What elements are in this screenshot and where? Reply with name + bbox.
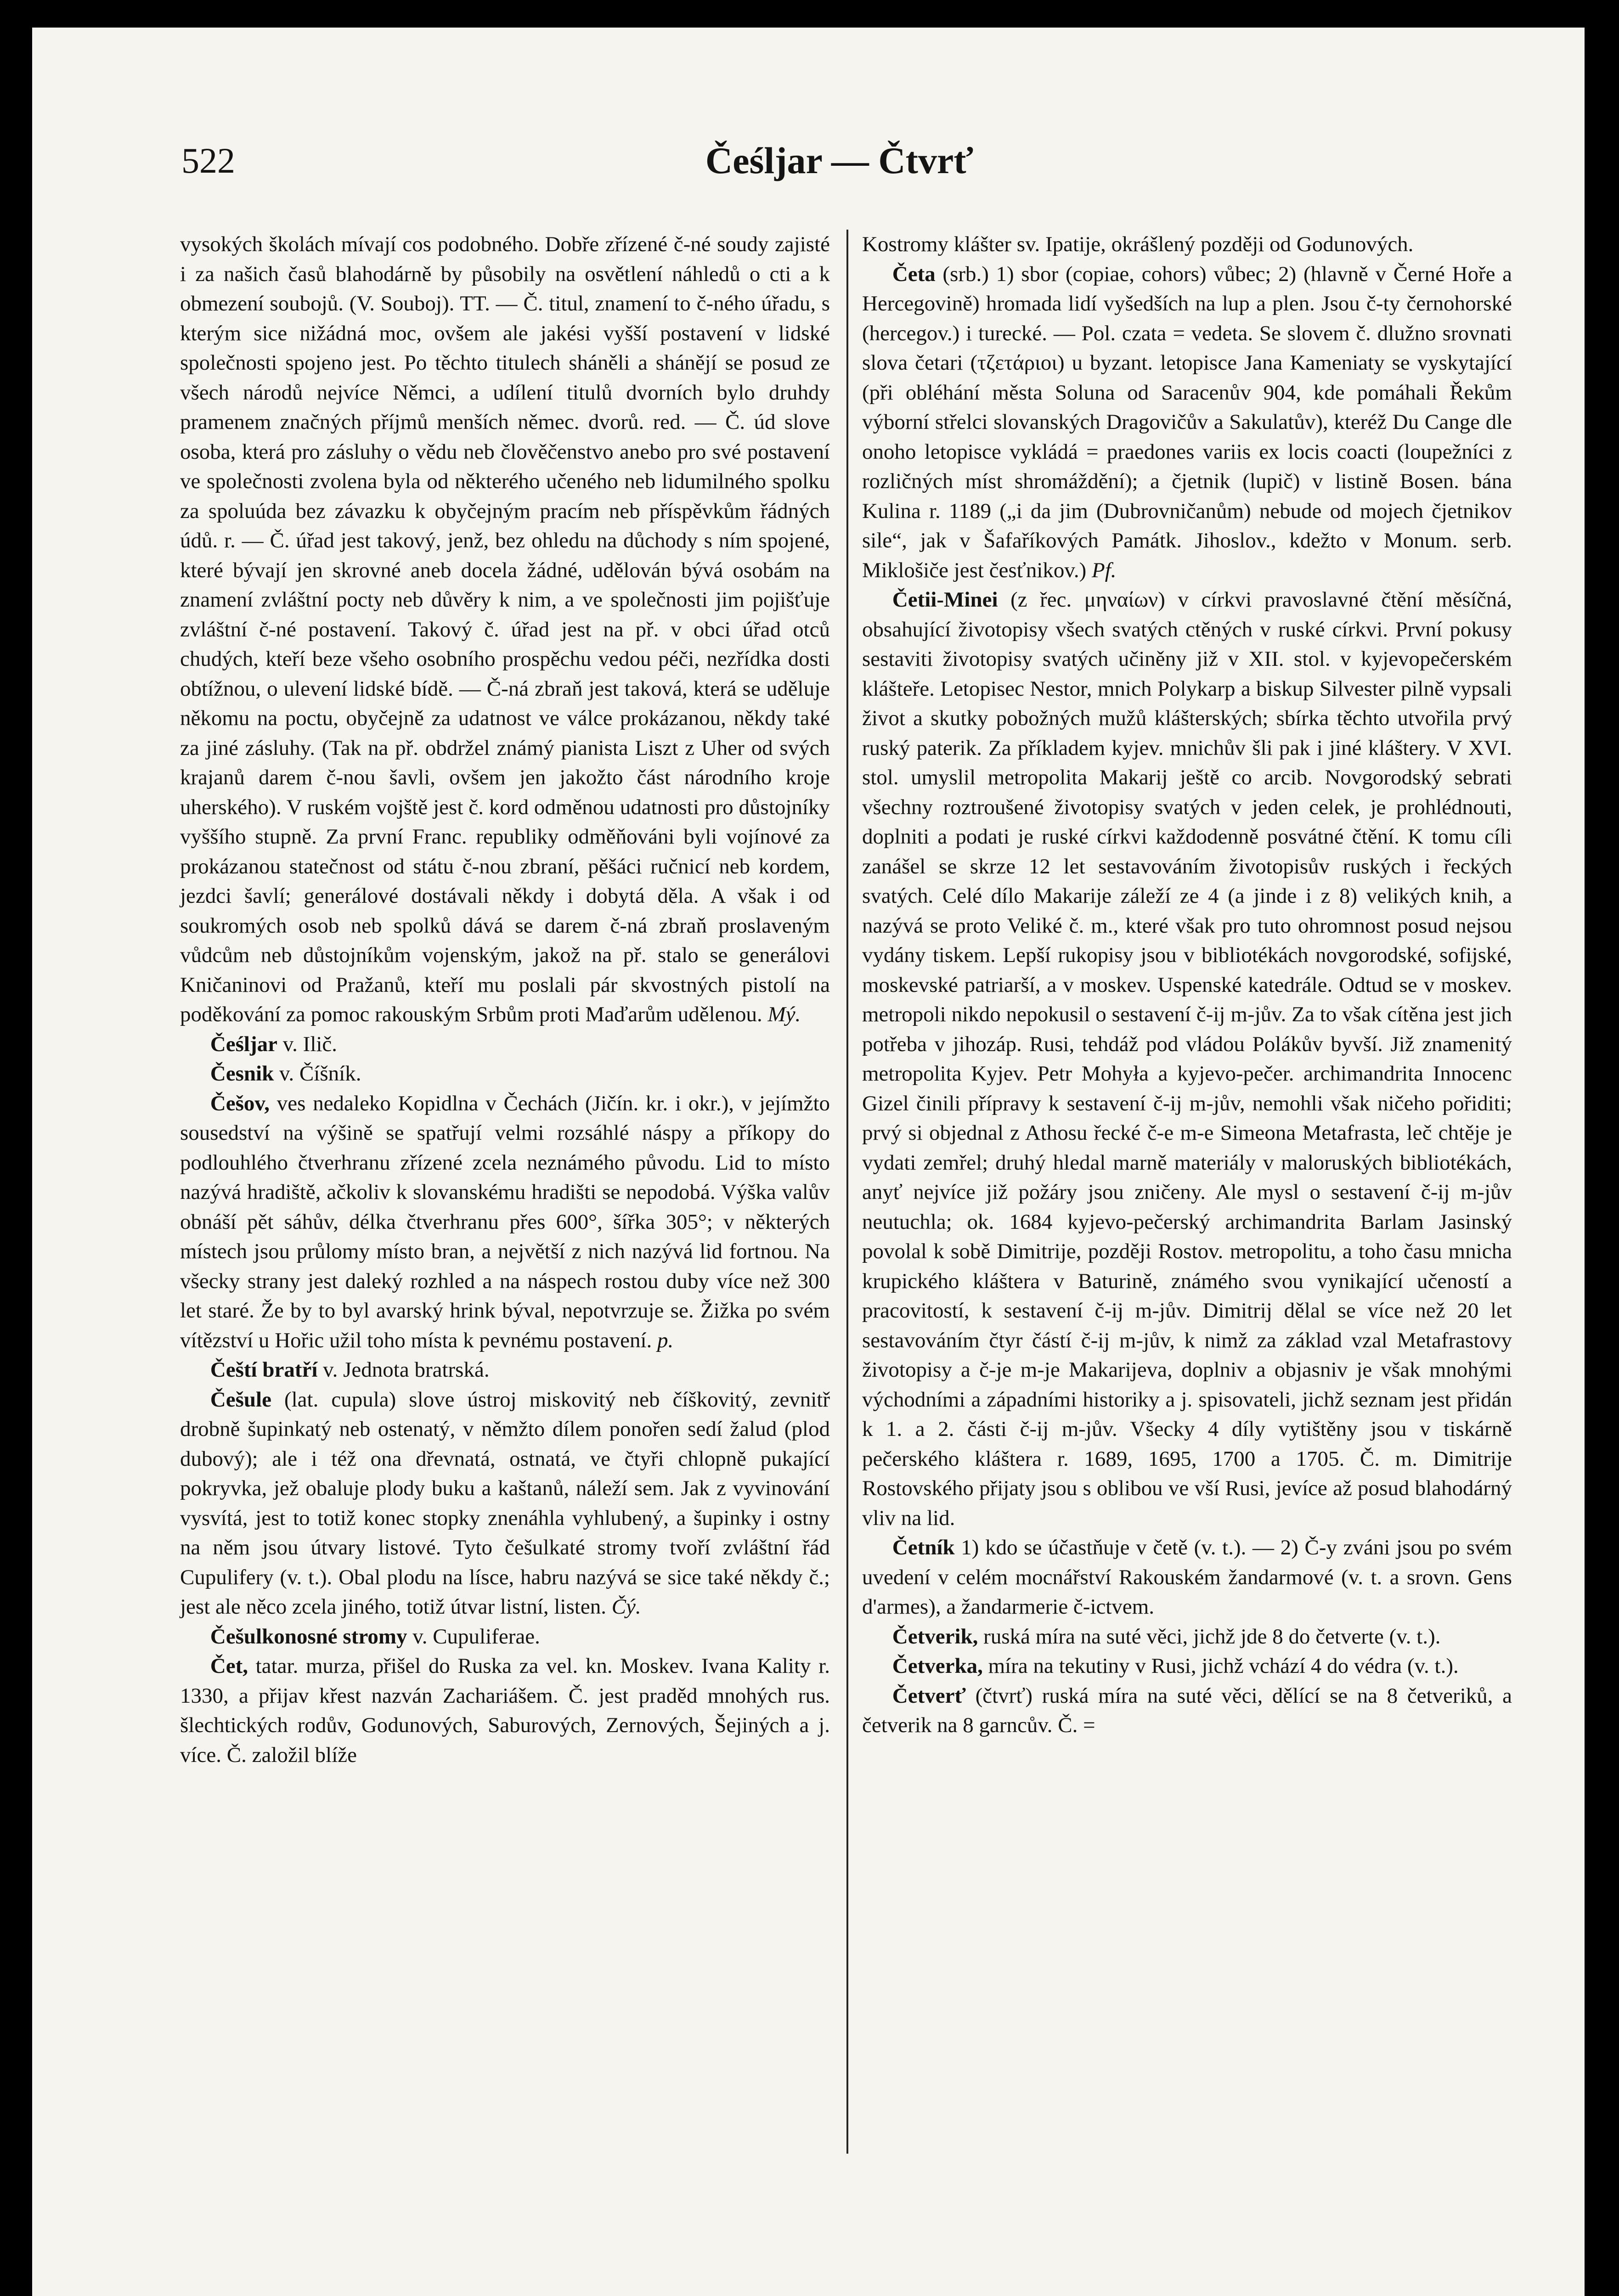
entry-text: (lat. cupula) slove ústroj miskovitý neb číškovitý, zevnitř drobně šupinkatý neb ostenatý, v němžto dílem ponořen sedí žalud (plod dubový); ale i též ona dřevnatá, ostnatá, ve čtyři chlopně pukající pokryvka, jež obaluje plody buku a kaštanů, náleží sem. Jak z vyvinování vysvítá, jest to totiž konec stopky znenáhla vyhlubený, a šupinky i ostny na něm jsou útvary listové. Tyto češulkaté stromy tvoří zvláštní řád Cupulifery (v. t.). Obal plodu na lísce, habru nazývá se sice také někdy č.; jest ale něco zcela jiného, totiž útvar listní, listen. <box>180 1387 830 1619</box>
entry-text: 1) kdo se účastňuje v četě (v. t.). — 2) Č-y zváni jsou po svém uvedení v celém mocnářství Rakouském žandarmové (v. t. a srovn. Gens d'armes), a žandarmerie č-ictvem. <box>862 1536 1512 1619</box>
page-number: 522 <box>181 141 235 180</box>
entry-text: v. Cupuliferae. <box>412 1624 540 1649</box>
column-divider <box>846 230 848 2154</box>
entry <box>862 259 1512 585</box>
running-title: Čeśljar — Čtvrť <box>705 140 974 181</box>
entry-text: v. Ilič. <box>282 1032 338 1056</box>
right-column <box>862 230 1512 1740</box>
entry <box>180 1385 830 1622</box>
entry-headword: Češov, <box>210 1091 270 1115</box>
page-header <box>181 138 1497 193</box>
entry <box>862 585 1512 1533</box>
entry-headword: Četverka, <box>892 1654 983 1678</box>
entry-headword: Četii-Minei <box>892 588 998 612</box>
entry <box>180 1089 830 1356</box>
entry-headword: Čet, <box>210 1654 248 1678</box>
entry-headword: Čeští bratří <box>210 1358 318 1382</box>
entry-headword: Česnik <box>210 1062 274 1086</box>
entry-text: ves nedaleko Kopidlna v Čechách (Jičín. kr. i okr.), v jejímžto sousedství na výšině se spatřují velmi rozsáhlé náspy a příkopy do podlouhlého čtverhranu zřízené zcela neznámého původu. Lid to místo nazývá hradiště, ačkoliv k slovanskému hradišti se nepodobá. Výška valův obnáší pět sáhův, délka čtverhranu přes 600°, šířka 305°; v některých místech jsou průlomy místo bran, a největší z nich nazývá lid fortnou. Na všecky strany jest daleký rozhled a na náspech rostou duby více než 300 let staré. Že by to byl avarský hrink býval, nepotvrzuje se. Žižka po svém vítězství u Hořic užil toho místa k pevnému postavení. <box>180 1091 830 1352</box>
entry <box>862 1651 1512 1681</box>
entry-headword: Četník <box>892 1536 955 1559</box>
entry <box>862 1533 1512 1622</box>
entry-text: (srb.) 1) sbor (copiae, cohors) vůbec; 2) (hlavně v Černé Hoře a Hercegovině) hromada lidí vyšedších na lup a plen. Jsou č-ty černohorské (hercegov.) i turecké. — Pol. czata = vedeta. Se slovem č. dlužno srovnati slova četari (τζετάριοι) u byzant. letopisce Jana Kameniaty se vyskytající (při obléhání města Soluna od Saracenův 904, kde pomáhali Řekům výborní střelci slovanských Dragovičův a Sakulatův), kteréž Du Cange dle onoho letopisce vykládá = praedones variis ex locis coacti (loupežníci z rozličných míst shromáždění); a čjetnik (lupič) v listině Bosen. bána Kulina r. 1189 („i da jim (Dubrovničanům) nebude od mojech čjetnikov sile“, jak v Šafaříkových Památk. Jihoslov., kdežto v Monum. serb. Miklošiče jest česťnikov.) <box>862 262 1512 582</box>
author-signature: Čý. <box>611 1595 641 1619</box>
entry <box>180 1059 830 1089</box>
entry-headword: Četverť <box>892 1683 966 1708</box>
entry-headword: Četa <box>892 262 936 286</box>
entry-text: Kostromy klášter sv. Ipatije, okrášlený později od Godunových. <box>862 232 1414 256</box>
entry-text: v. Jednota bratrská. <box>323 1358 490 1382</box>
entry <box>180 1651 830 1770</box>
entry-text: ruská míra na suté věci, jichž jde 8 do četverte (v. t.). <box>983 1624 1441 1649</box>
entry-text: tatar. murza, přišel do Ruska za vel. kn. Moskev. Ivana Kality r. 1330, a přijav křest nazván Zachariášem. Č. jest praděd mnohých rus. šlechtických rodův, Godunových, Saburových, Zernových, Šejiných a j. více. Č. založil blíže <box>180 1654 830 1767</box>
author-signature: Mý. <box>767 1002 801 1026</box>
entry-headword: Čeśljar <box>210 1032 277 1056</box>
entry <box>180 1355 830 1385</box>
entry-text: vysokých školách mívají cos podobného. Dobře zřízené č-né soudy zajisté i za našich časů blahodárně by působily na osvětlení náhledů o cti a k obmezení soubojů. (V. Souboj). TT. — Č. titul, znamení to č-ného úřadu, s kterým sice nižádná moc, ovšem ale jakési vyšší postavení v lidské společnosti spojeno jest. Po těchto titulech sháněli a shánějí se posud ze všech národů nejvíce Němci, a udílení titulů dvorních bylo druhdy pramenem značných příjmů menších němec. dvorů. red. — Č. úd slove osoba, která pro zásluhy o vědu neb člověčenstvo anebo pro své postavení ve společnosti zvolena byla od některého učeného neb lidumilného spolku za spoluúda bez závazku k obyčejným pracím neb příspěvkům řádných údů. r. — Č. úřad jest takový, jenž, bez ohledu na důchody s ním spojené, které bývají jen skrovné aneb docela žádné, udělován bývá osobám na znamení zvláštní pocty neb důvěry k nim, a ve společnosti jim pojišťuje zvláštní č-né postavení. Takový č. úřad jest na př. v obci úřad otců chudých, kteří beze všeho osobního prospěchu vedou péči, nezřídka dosti obtížnou, o ulevení lidské bídě. — Č-ná zbraň jest taková, která se uděluje někomu na poctu, obyčejně za udatnost ve válce prokázanou, někdy také za jiné zásluhy. (Tak na př. obdržel známý pianista Liszt z Uher od svých krajanů darem č-nou šavli, ovšem jen jakožto část národního kroje uherského). V ruském vojště jest č. kord odměnou udatnosti pro důstojníky vyššího stupně. Za první Franc. republiky odměňováni byli vojínové za prokázanou statečnost od státu č-nou zbraní, pěšáci ručnicí neb kordem, jezdci šavlí; generálové dostávali někdy i dobytá děla. A však i od soukromých osob neb spolků dává se darem č-ná zbraň proslaveným vůdcům neb důstojníkům vojenským, jakož na př. stalo se generálovi Kničaninovi od Pražanů, kteří mu poslali pár skvostných pistolí na poděkování za pomoc rakouským Srbům proti Maďarům udělenou. <box>180 232 830 1026</box>
entry-headword: Češulkonosné stromy <box>210 1624 407 1649</box>
entry-text: (z řec. μηναίων) v církvi pravoslavné čtění měsíčná, obsahující životopisy všech svatých ctěných v ruské církvi. První pokusy sestaviti životopisy svatých učiněny již v XII. stol. v kyjevopečerském klášteře. Letopisec Nestor, mnich Polykarp a biskup Silvester pilně vypsali život a skutky pobožných mužů klášterských; sbírka těchto utvořila prvý ruský paterik. Za příkladem kyjev. mnichův šli pak i jiné kláštery. V XVI. stol. umyslil metropolita Makarij ještě co arcib. Novgorodský sebrati všechny roztroušené životopisy svatých v jeden celek, je prohlédnouti, doplniti a podati je ruské církvi každodenně posvátné čtění. K tomu cíli zanášel se skrze 12 let sestavováním životopisův ruských i řeckých svatých. Celé dílo Makarije záleží ze 4 (a jinde i z 8) velikých knih, a nazývá se proto Veliké č. m., které však pro tuto ohromnost posud nejsou vydány tiskem. Lepší rukopisy jsou v bibliotékách novgorodské, sofijské, moskevské patriarší, a v moskev. Uspenské katedrále. Odtud se v moskev. metropoli nikdo nepokusil o sestavení č-ij m-jův. Za to však cítěna jest jich potřeba v jihozáp. Rusi, tehdáž pod vládou Polákův byvší. Již znamenitý metropolita Kyjev. Petr Mohyła a kyjevo-pečer. archimandrita Innocenc Gizel činili přípravy k sestavení č-ij m-jův, nemohli však ničeho pořiditi; prvý si objednal z Athosu řecké č-e m-e Simeona Metafrasta, leč chtěje je vydati zemřel; druhý hledal marně materiály v malоruských bibliotékách, anyť nejvíce již požáry jsou zničeny. Ale mysl o sestavení č-ij m-jův neutuchla; ok. 1684 kyjevo-pečerský archimandrita Barlam Jasinský povolal k sobě Dimitrije, později Rostov. metropolitu, a toho času mnicha krupického kláštera v Baturině, známého svou vynikající učeností a pracovitostí, k sestavení č-ij m-jův. Dimitrij dělal se více než 20 let sestavováním čtyr částí č-ij m-jův, k nimž za základ vzal Metafrastovy životopisy a č-je m-je Makarijeva, doplniv a objasniv je však mnohými východními a západními historiky a j. spisovateli, jichž seznam jest přidán k 1. a 2. části č-ij m-jův. Všecky 4 díly vytištěny jsou v tiskárně pečerského kláštera r. 1689, 1695, 1700 a 1705. Č. m. Dimitrije Rostovského přijaty jsou s oblibou ve vší Rusi, jevíce až posud blahodárný vliv na lid. <box>862 588 1512 1530</box>
author-signature: Pf. <box>1092 558 1117 582</box>
author-signature: p. <box>657 1328 674 1352</box>
left-column <box>180 230 830 1770</box>
entry <box>180 1622 830 1652</box>
entry <box>862 1681 1512 1740</box>
entry <box>862 230 1512 259</box>
entry-text: míra na tekutiny v Rusi, jichž vchází 4 do védra (v. t.). <box>988 1654 1459 1678</box>
entry <box>180 1030 830 1059</box>
entry-text: (čtvrť) ruská míra na suté věci, dělící se na 8 četveriků, a četverik na 8 garncův. Č. = <box>862 1683 1512 1737</box>
entry-headword: Četverik, <box>892 1624 978 1649</box>
entry <box>180 230 830 1030</box>
entry-headword: Češule <box>210 1387 271 1412</box>
entry <box>862 1622 1512 1652</box>
entry-text: v. Číšník. <box>279 1062 361 1086</box>
